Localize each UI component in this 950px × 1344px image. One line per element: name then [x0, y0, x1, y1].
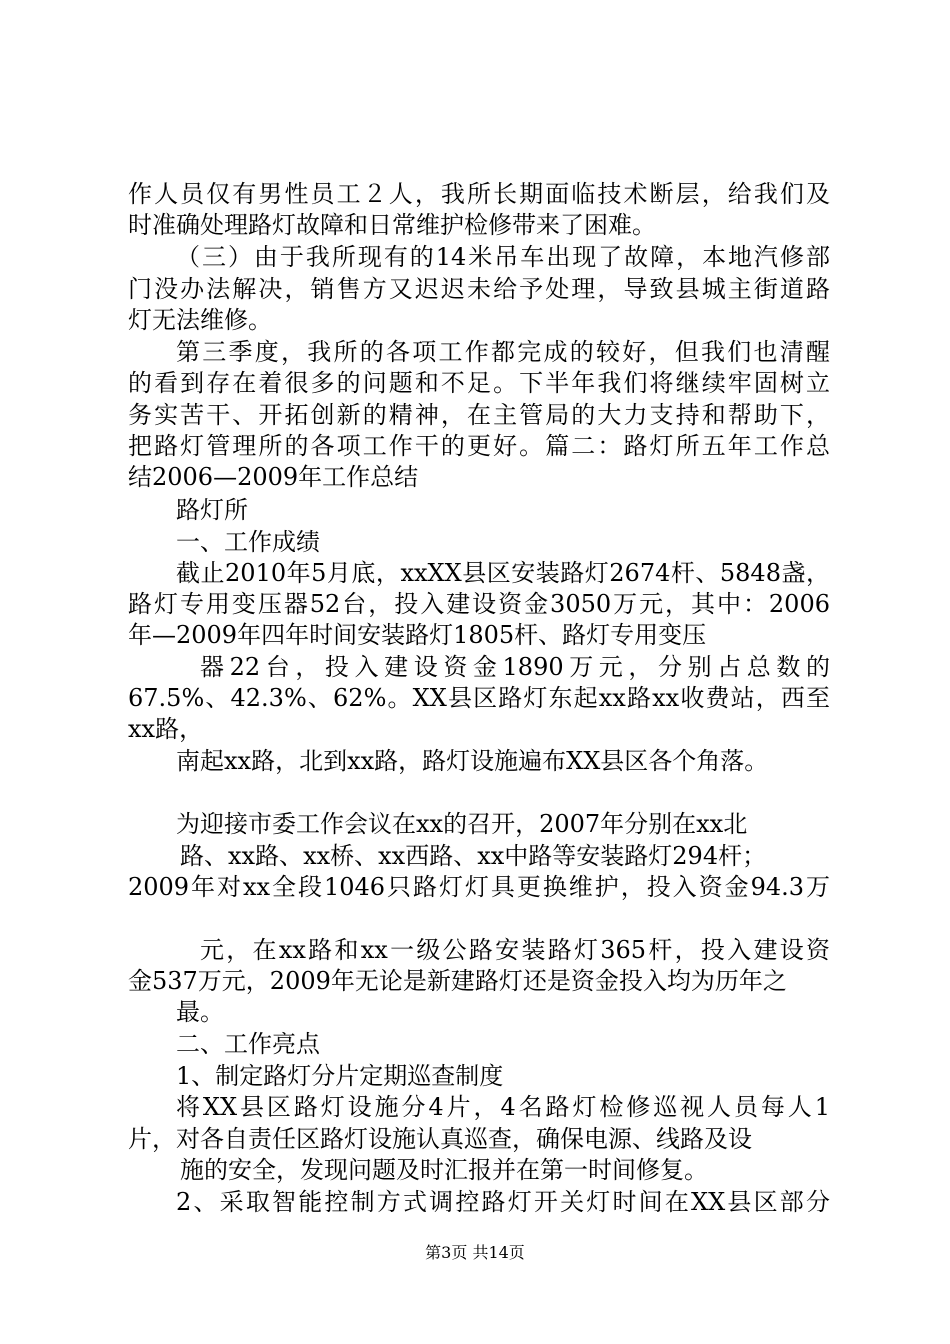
text-line: 第三季度，我所的各项工作都完成的较好，但我们也清醒: [176, 338, 830, 366]
page-footer: 第3页 共14页: [425, 1243, 525, 1262]
section-heading: 一、工作成绩: [176, 528, 320, 556]
text-line: 金537万元，2009年无论是新建路灯还是资金投入均为历年之: [128, 967, 787, 995]
text-line: 片，对各自责任区路灯设施认真巡查，确保电源、线路及设: [128, 1125, 752, 1153]
text-line: 为迎接市委工作会议在xx的召开，2007年分别在xx北: [176, 810, 748, 838]
text-line: （三）由于我所现有的14米吊车出现了故障，本地汽修部: [176, 243, 830, 271]
text-line: 路灯专用变压器52台，投入建设资金3050万元，其中：2006: [128, 590, 830, 618]
text-line: 施的安全，发现问题及时汇报并在第一时间修复。: [180, 1156, 708, 1184]
text-line: 元，在xx路和xx一级公路安装路灯365杆，投入建设资: [200, 936, 830, 964]
text-line: 作人员仅有男性员工２人，我所长期面临技术断层，给我们及: [128, 180, 830, 208]
text-line: 2009年对xx全段1046只路灯灯具更换维护，投入资金94.3万: [128, 873, 830, 901]
subsection-heading: 1、制定路灯分片定期巡查制度: [176, 1062, 504, 1090]
text-line: 路、xx路、xx桥、xx西路、xx中路等安装路灯294杆；: [180, 842, 767, 870]
text-line: 结2006—2009年工作总结: [128, 463, 419, 491]
text-line: 务实苦干、开拓创新的精神，在主管局的大力支持和帮助下，: [128, 401, 830, 429]
text-line: 路灯所: [176, 496, 248, 524]
text-line: xx路，: [128, 715, 204, 743]
text-line: 年—2009年四年时间安装路灯1805杆、路灯专用变压: [128, 621, 707, 649]
text-line: 67.5%、42.3%、62%。XX县区路灯东起xx路xx收费站，西至: [128, 684, 830, 712]
text-line: 时准确处理路灯故障和日常维护检修带来了困难。: [128, 211, 656, 239]
text-line: 把路灯管理所的各项工作干的更好。篇二：路灯所五年工作总: [128, 432, 830, 460]
text-line: 灯无法维修。: [128, 306, 272, 334]
text-line: 门没办法解决，销售方又迟迟未给予处理，导致县城主街道路: [128, 275, 830, 303]
text-line: 最。: [176, 998, 224, 1026]
text-line: 器22台，投入建设资金1890万元，分别占总数的: [200, 653, 830, 681]
section-heading: 二、工作亮点: [176, 1030, 320, 1058]
text-line: 南起xx路，北到xx路，路灯设施遍布XX县区各个角落。: [176, 747, 769, 775]
text-line: 的看到存在着很多的问题和不足。下半年我们将继续牢固树立: [128, 369, 830, 397]
subsection-heading: 2、采取智能控制方式调控路灯开关灯时间在XX县区部分: [176, 1188, 830, 1216]
text-line: 将XX县区路灯设施分4片，4名路灯检修巡视人员每人1: [176, 1093, 830, 1121]
text-line: 截止2010年5月底，xxXX县区安装路灯2674杆、5848盏，: [176, 559, 830, 587]
